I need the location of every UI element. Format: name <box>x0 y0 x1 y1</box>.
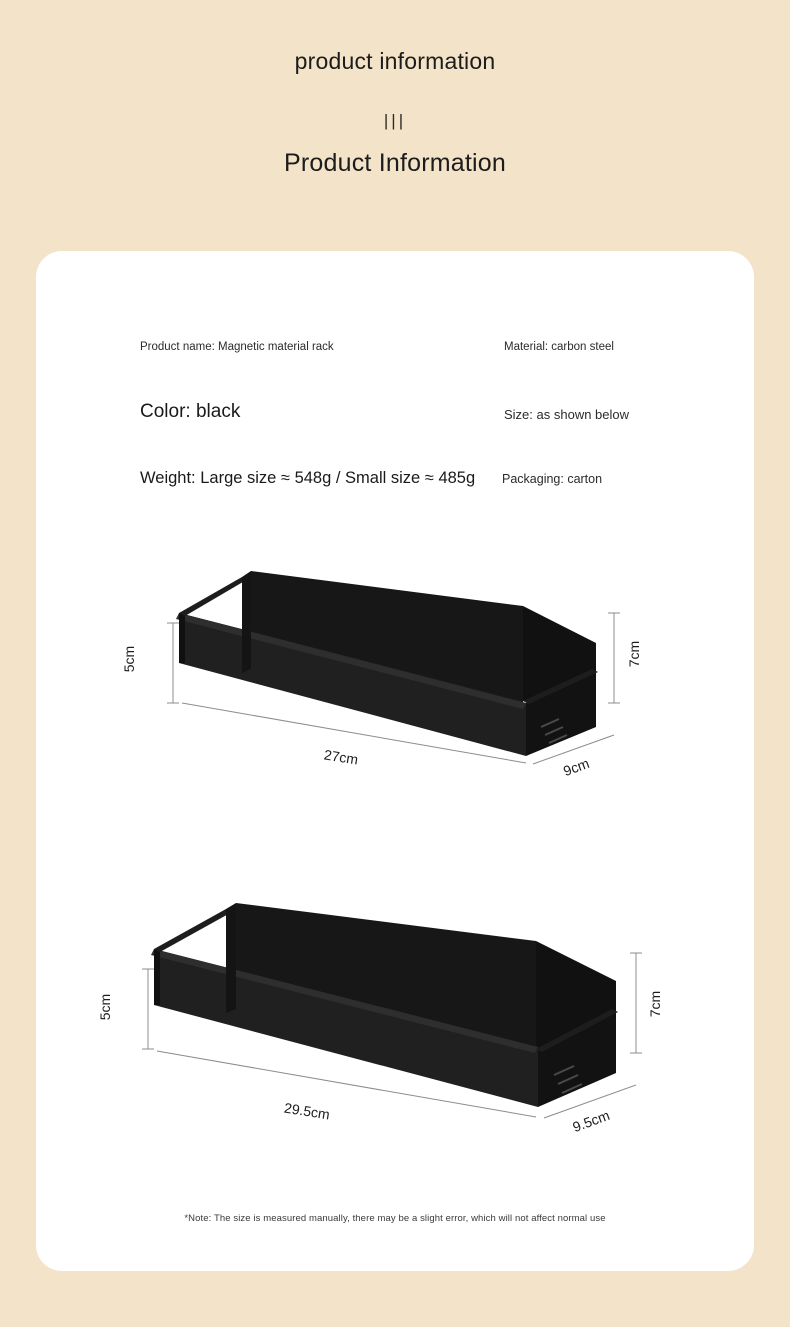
spec-weight: Weight: Large size ≈ 548g / Small size ≈ 485g <box>140 469 476 487</box>
dimension-height-back-large: 7cm <box>647 990 664 1018</box>
product-figure-large <box>36 881 754 1181</box>
page-header <box>0 0 790 178</box>
rack-drawing-small <box>36 551 754 841</box>
information-card <box>36 251 754 1271</box>
dimension-depth-large: 9.5cm <box>570 1106 612 1136</box>
spec-product-name: Product name: Magnetic material rack <box>140 341 334 353</box>
dimension-height-front-small: 5cm <box>121 645 138 673</box>
spec-packaging: Packaging: carton <box>502 472 603 486</box>
dimension-height-back-small: 7cm <box>626 640 643 668</box>
product-figure-small <box>36 551 754 841</box>
spec-list <box>36 251 754 531</box>
spec-size: Size: as shown below <box>504 407 630 422</box>
dimension-height-front-large: 5cm <box>97 993 114 1021</box>
size-disclaimer-note: *Note: The size is measured manually, there may be a slight error, which will not affect normal use <box>184 1213 606 1224</box>
rack-illustration-large <box>36 881 754 1181</box>
spec-material: Material: carbon steel <box>504 341 614 353</box>
header-divider: ||| <box>383 111 407 130</box>
dimension-length-small: 27cm <box>322 746 360 768</box>
dimension-depth-small: 9cm <box>561 754 592 780</box>
page-title-large: Product Information <box>284 149 506 177</box>
dimension-length-large: 29.5cm <box>283 1099 331 1123</box>
rack-drawing-large <box>36 881 754 1181</box>
spec-color: Color: black <box>140 401 241 422</box>
page-title-small: product information <box>294 48 496 74</box>
rack-illustration-small <box>36 551 754 841</box>
